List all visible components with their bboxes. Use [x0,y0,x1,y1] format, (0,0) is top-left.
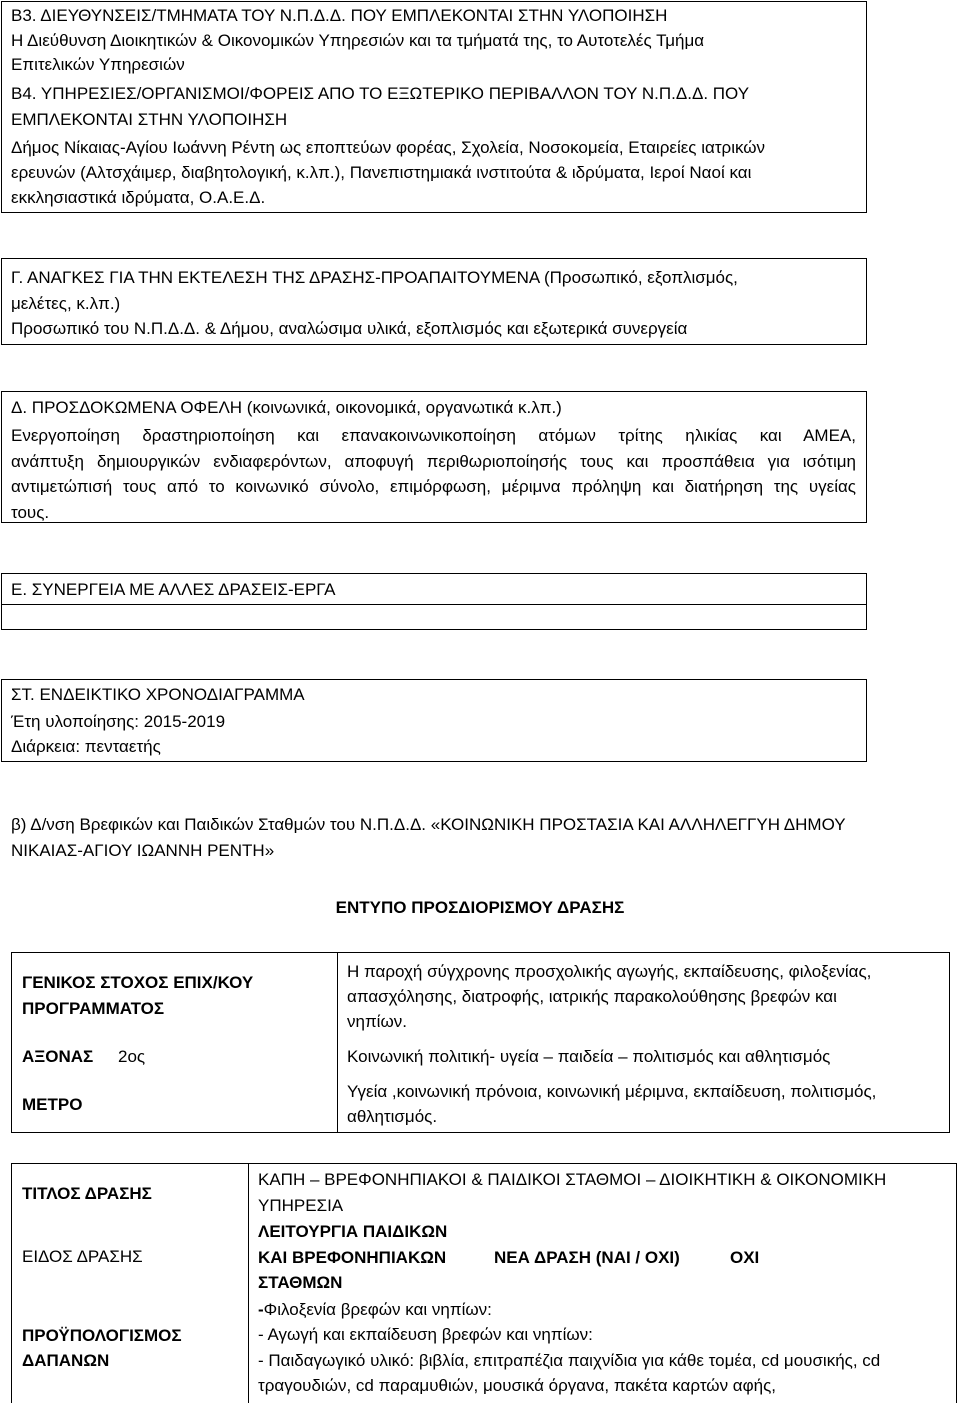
budget-line-1 [258,1298,492,1322]
section-st-years: Έτη υλοποίησης: 2015-2019 [11,712,226,731]
section-st-duration: Διάρκεια: πενταετής [11,737,161,756]
budget-label-2: ΔΑΠΑΝΩΝ [22,1351,110,1370]
section-b4-text-3: εκκλησιαστικά ιδρύματα, Ο.Α.Ε.Δ. [11,188,266,207]
table1-border-right [949,952,950,1133]
goal-label-2: ΠΡΟΓΡΑΜΜΑΤΟΣ [22,999,165,1018]
section-d-text-1: Ενεργοποίηση δραστηριοποίηση και επανακοινωνικοποίηση ατόμων τρίτης ηλικίας και ΑΜΕΑ, [11,426,856,445]
table1-border-top [11,952,950,953]
new-action-value: ΟΧΙ [730,1248,760,1267]
beta-line-2: ΝΙΚΑΙΑΣ-ΑΓΙΟΥ ΙΩΑΝΝΗ ΡΕΝΤΗ» [11,841,275,860]
section-g-heading-2: μελέτες, κ.λπ.) [11,294,121,313]
goal-value-3: νηπίων. [347,1012,407,1031]
axis-number: 2ος [118,1047,146,1066]
type-value-3: ΣΤΑΘΜΩΝ [258,1273,343,1292]
section-d-text-2: ανάπτυξη δημιουργικών ενδιαφερόντων, αποφυγή περιθωριοποίησής τους και προσπάθεια για ισότιμη [11,452,856,471]
measure-value-2: αθλητισμός. [347,1107,438,1126]
section-g-heading-1: Γ. ΑΝΑΓΚΕΣ ΓΙΑ ΤΗΝ ΕΚΤΕΛΕΣΗ ΤΗΣ ΔΡΑΣΗΣ-ΠΡΟΑΠΑΙΤΟΥΜΕΝΑ (Προσωπικό, εξοπλισμός, [11,268,738,287]
table1-border-bottom [11,1132,950,1133]
section-b3-heading: Β3. ΔΙΕΥΘΥΝΣΕΙΣ/ΤΜΗΜΑΤΑ ΤΟΥ Ν.Π.Δ.Δ. ΠΟΥ ΕΜΠΛΕΚΟΝΤΑΙ ΣΤΗΝ ΥΛΟΠΟΙΗΣΗ [11,6,668,25]
title-value-1: ΚΑΠΗ – ΒΡΕΦΟΝΗΠΙΑΚΟΙ & ΠΑΙΔΙΚΟΙ ΣΤΑΘΜΟΙ – ΔΙΟΙΚΗΤΙΚΗ & ΟΙΚΟΝΟΜΙΚΗ [258,1170,887,1189]
section-e-divider [1,604,867,605]
section-b3-text-1: Η Διεύθυνση Διοικητικών & Οικονομικών Υπηρεσιών και τα τμήματά της, το Αυτοτελές Τμήμα [11,31,705,50]
table2-border-right [956,1163,957,1403]
new-action-label: ΝΕΑ ΔΡΑΣΗ (ΝΑΙ / ΟΧΙ) [494,1248,680,1267]
section-e-heading: Ε. ΣΥΝΕΡΓΕΙΑ ΜΕ ΑΛΛΕΣ ΔΡΑΣΕΙΣ-ΕΡΓΑ [11,580,336,599]
section-st-heading: ΣΤ. ΕΝΔΕΙΚΤΙΚΟ ΧΡΟΝΟΔΙΑΓΡΑΜΜΑ [11,685,305,704]
type-label: ΕΙΔΟΣ ΔΡΑΣΗΣ [22,1247,143,1266]
budget-line-4: τραγουδιών, cd παραμυθιών, μουσικά όργανα, πακέτα καρτών αφής, [258,1376,777,1395]
budget-line-1-dash: - [258,1300,264,1319]
title-label: ΤΙΤΛΟΣ ΔΡΑΣΗΣ [22,1184,152,1203]
form-title: ΕΝΤΥΠΟ ΠΡΟΣΔΙΟΡΙΣΜΟΥ ΔΡΑΣΗΣ [335,898,625,917]
section-b3-text-2: Επιτελικών Υπηρεσιών [11,55,185,74]
goal-label-1: ΓΕΝΙΚΟΣ ΣΤΟΧΟΣ ΕΠΙΧ/ΚΟΥ [22,973,254,992]
section-b4-heading-1: Β4. ΥΠΗΡΕΣΙΕΣ/ΟΡΓΑΝΙΣΜΟΙ/ΦΟΡΕΙΣ ΑΠΟ ΤΟ ΕΞΩΤΕΡΙΚΟ ΠΕΡΙΒΑΛΛΟΝ ΤΟΥ Ν.Π.Δ.Δ. ΠΟΥ [11,84,750,103]
measure-label: ΜΕΤΡΟ [22,1095,83,1114]
table1-col-divider [337,952,338,1133]
section-b4-text-1: Δήμος Νίκαιας-Αγίου Ιωάννη Ρέντη ως εποπτεύων φορέας, Σχολεία, Νοσοκομεία, Εταιρείες ιατρικών [11,138,766,157]
section-d-heading: Δ. ΠΡΟΣΔΟΚΩΜΕΝΑ ΟΦΕΛΗ (κοινωνικά, οικονομικά, οργανωτικά κ.λπ.) [11,398,562,417]
goal-value-2: απασχόλησης, διατροφής, ιατρικής παρακολούθησης βρεφών και [347,987,837,1006]
table2-border-left [11,1163,12,1403]
section-b4-heading-2: ΕΜΠΛΕΚΟΝΤΑΙ ΣΤΗΝ ΥΛΟΠΟΙΗΣΗ [11,110,288,129]
table2-col-divider [248,1163,249,1403]
section-d-text-4: τους. [11,503,50,522]
title-value-2: ΥΠΗΡΕΣΙΑ [258,1196,344,1215]
budget-line-3: - Παιδαγωγικό υλικό: βιβλία, επιτραπέζια παιχνίδια για κάθε τομέα, cd μουσικής, cd [258,1351,881,1370]
budget-line-2: - Αγωγή και εκπαίδευση βρεφών και νηπίων: [258,1325,593,1344]
axis-label: ΑΞΟΝΑΣ [22,1047,94,1066]
measure-value-1: Υγεία ,κοινωνική πρόνοια, κοινωνική μέριμνα, εκπαίδευση, πολιτισμός, [347,1082,877,1101]
section-d-text-3: αντιμετώπισή τους από το κοινωνικό σύνολο, επιμόρφωση, μέριμνα πρόληψη και διατήρηση της υγείας [11,477,856,496]
goal-value-1: Η παροχή σύγχρονης προσχολικής αγωγής, εκπαίδευσης, φιλοξενίας, [347,962,872,981]
section-b4-text-2: ερευνών (Αλτσχάιμερ, διαβητολογική, κ.λπ.), Πανεπιστημιακά ινστιτούτα & ιδρύματα, Ιεροί Ναοί και [11,163,752,182]
budget-line-1-text: Φιλοξενία βρεφών και νηπίων: [263,1300,492,1319]
type-value-2: ΚΑΙ ΒΡΕΦΟΝΗΠΙΑΚΩΝ [258,1248,447,1267]
axis-value: Κοινωνική πολιτική- υγεία – παιδεία – πολιτισμός και αθλητισμός [347,1047,831,1066]
type-value-1: ΛΕΙΤΟΥΡΓΙΑ ΠΑΙΔΙΚΩΝ [258,1222,448,1241]
beta-line-1: β) Δ/νση Βρεφικών και Παιδικών Σταθμών του Ν.Π.Δ.Δ. «ΚΟΙΝΩΝΙΚΗ ΠΡΟΣΤΑΣΙΑ ΚΑΙ ΑΛΛΗΛΕΓΓΥΗ ΔΗΜΟΥ [11,815,846,834]
table1-border-left [11,952,12,1133]
section-g-text: Προσωπικό του Ν.Π.Δ.Δ. & Δήμου, αναλώσιμα υλικά, εξοπλισμός και εξωτερικά συνεργεία [11,319,688,338]
table2-border-top [11,1163,957,1164]
budget-label-1: ΠΡΟΫΠΟΛΟΓΙΣΜΟΣ [22,1326,182,1345]
